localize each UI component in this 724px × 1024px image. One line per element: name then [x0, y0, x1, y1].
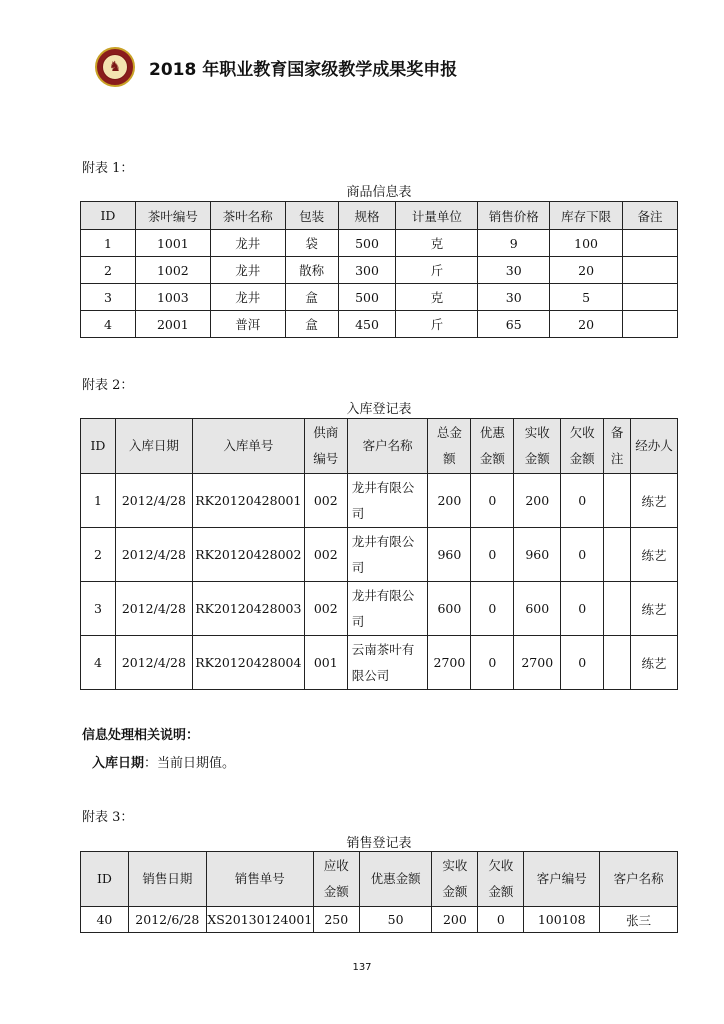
- table-cell: 2012/4/28: [115, 636, 192, 690]
- appendix3-caption: 销售登记表: [346, 836, 412, 851]
- column-header: 规格: [338, 202, 396, 230]
- table-cell: [623, 311, 678, 338]
- appendix2-label: 附表 2：: [82, 378, 134, 393]
- table-cell: 斤: [396, 257, 478, 284]
- table-cell: 0: [471, 528, 514, 582]
- table-cell: 30: [478, 257, 550, 284]
- table-cell: 100108: [524, 907, 600, 933]
- table-cell: 450: [338, 311, 396, 338]
- table-cell: 练艺: [631, 636, 678, 690]
- table-cell: 200: [428, 474, 471, 528]
- table-cell: 0: [561, 528, 604, 582]
- notes-item-text: ：当前日期值。: [144, 756, 236, 771]
- column-header: 入库日期: [115, 419, 192, 474]
- table-cell: 0: [478, 907, 524, 933]
- column-header: 库存下限: [550, 202, 623, 230]
- table-cell: 0: [471, 582, 514, 636]
- table-cell: 龙井: [210, 284, 285, 311]
- table-row: [81, 474, 678, 528]
- column-header: 客户名称: [347, 419, 428, 474]
- table-cell: 0: [471, 474, 514, 528]
- table-row: [81, 907, 678, 933]
- table-cell: 0: [561, 474, 604, 528]
- column-header: 优惠金额: [359, 852, 432, 907]
- table-cell: [623, 284, 678, 311]
- column-header: 应收金额: [313, 852, 359, 907]
- column-header: 销售价格: [478, 202, 550, 230]
- appendix3-label: 附表 3：: [82, 810, 134, 825]
- table-cell: [623, 257, 678, 284]
- table-cell: 盒: [285, 284, 338, 311]
- table-cell: 002: [304, 582, 347, 636]
- table-cell: 002: [304, 474, 347, 528]
- column-header: 欠收金额: [561, 419, 604, 474]
- table-cell: 普洱: [210, 311, 285, 338]
- table-cell: [604, 636, 631, 690]
- table-cell: 龙井: [210, 257, 285, 284]
- table-cell: 1: [81, 474, 116, 528]
- column-header: 销售单号: [206, 852, 313, 907]
- sales-table: [80, 851, 678, 933]
- table-cell: 1001: [135, 230, 210, 257]
- column-header: 实收金额: [432, 852, 478, 907]
- notes-item-label: 入库日期: [92, 756, 145, 771]
- header-title: 2018 年职业教育国家级教学成果奖申报: [149, 59, 458, 80]
- table-cell: 斤: [396, 311, 478, 338]
- table-cell: 2700: [514, 636, 561, 690]
- table-cell: 1: [81, 230, 136, 257]
- column-header: 备注: [623, 202, 678, 230]
- column-header: 销售日期: [128, 852, 206, 907]
- table-cell: 9: [478, 230, 550, 257]
- table-row: [81, 230, 678, 257]
- table-cell: 3: [81, 284, 136, 311]
- table-cell: 4: [81, 636, 116, 690]
- table-cell: XS20130124001: [206, 907, 313, 933]
- column-header: 客户编号: [524, 852, 600, 907]
- table-cell: 600: [514, 582, 561, 636]
- table-cell: 2: [81, 528, 116, 582]
- table-cell: RK20120428004: [192, 636, 304, 690]
- column-header: 客户名称: [600, 852, 678, 907]
- table-cell: 2: [81, 257, 136, 284]
- table-cell: 30: [478, 284, 550, 311]
- table-cell: 500: [338, 230, 396, 257]
- table-cell: 盒: [285, 311, 338, 338]
- table-cell: 云南茶叶有限公司: [347, 636, 428, 690]
- column-header: 供商编号: [304, 419, 347, 474]
- table-cell: 2012/4/28: [115, 528, 192, 582]
- table-cell: 960: [428, 528, 471, 582]
- table-cell: 200: [432, 907, 478, 933]
- table-cell: 40: [81, 907, 129, 933]
- table-cell: 练艺: [631, 582, 678, 636]
- table-cell: 0: [561, 582, 604, 636]
- table-cell: 龙井有限公司: [347, 582, 428, 636]
- table-cell: [623, 230, 678, 257]
- table-cell: RK20120428001: [192, 474, 304, 528]
- column-header: 备注: [604, 419, 631, 474]
- column-header: ID: [81, 202, 136, 230]
- column-header: ID: [81, 852, 129, 907]
- table-cell: [604, 582, 631, 636]
- table-cell: 克: [396, 284, 478, 311]
- table-cell: 2012/4/28: [115, 474, 192, 528]
- table-cell: 300: [338, 257, 396, 284]
- table-cell: 0: [471, 636, 514, 690]
- table-cell: 20: [550, 257, 623, 284]
- table-cell: 65: [478, 311, 550, 338]
- product-info-table: [80, 201, 678, 338]
- column-header: 茶叶编号: [135, 202, 210, 230]
- table-cell: 袋: [285, 230, 338, 257]
- table-cell: 5: [550, 284, 623, 311]
- table-cell: RK20120428002: [192, 528, 304, 582]
- table-cell: 100: [550, 230, 623, 257]
- table-row: [81, 528, 678, 582]
- column-header: 经办人: [631, 419, 678, 474]
- table-cell: 600: [428, 582, 471, 636]
- table-cell: 200: [514, 474, 561, 528]
- table-cell: 1003: [135, 284, 210, 311]
- page-number: 137: [352, 962, 372, 973]
- table-cell: 500: [338, 284, 396, 311]
- column-header: 入库单号: [192, 419, 304, 474]
- column-header: ID: [81, 419, 116, 474]
- column-header: 包装: [285, 202, 338, 230]
- table-cell: [604, 528, 631, 582]
- table-cell: 龙井: [210, 230, 285, 257]
- column-header: 实收金额: [514, 419, 561, 474]
- column-header: 总金额: [428, 419, 471, 474]
- table-cell: 2001: [135, 311, 210, 338]
- table-row: [81, 582, 678, 636]
- table-cell: [604, 474, 631, 528]
- table-cell: 练艺: [631, 528, 678, 582]
- table-cell: 960: [514, 528, 561, 582]
- stock-in-table: [80, 418, 678, 690]
- table-cell: 克: [396, 230, 478, 257]
- table-row: [81, 284, 678, 311]
- table-cell: 张三: [600, 907, 678, 933]
- column-header: 欠收金额: [478, 852, 524, 907]
- column-header: 茶叶名称: [210, 202, 285, 230]
- table-cell: 001: [304, 636, 347, 690]
- table-cell: 1002: [135, 257, 210, 284]
- table-cell: 2012/6/28: [128, 907, 206, 933]
- notes-item: [92, 752, 235, 771]
- table-cell: 250: [313, 907, 359, 933]
- column-header: 优惠金额: [471, 419, 514, 474]
- table-cell: 002: [304, 528, 347, 582]
- table-cell: RK20120428003: [192, 582, 304, 636]
- appendix1-caption: 商品信息表: [346, 185, 412, 200]
- table-cell: 50: [359, 907, 432, 933]
- table-cell: 2700: [428, 636, 471, 690]
- table-row: [81, 636, 678, 690]
- table-cell: 龙井有限公司: [347, 474, 428, 528]
- appendix1-label: 附表 1：: [82, 161, 134, 176]
- table-cell: 2012/4/28: [115, 582, 192, 636]
- table-row: [81, 257, 678, 284]
- table-cell: 龙井有限公司: [347, 528, 428, 582]
- column-header: 计量单位: [396, 202, 478, 230]
- notes-title: 信息处理相关说明：: [82, 728, 200, 743]
- page-header: [95, 46, 457, 88]
- table-cell: 0: [561, 636, 604, 690]
- table-cell: 练艺: [631, 474, 678, 528]
- table-cell: 20: [550, 311, 623, 338]
- school-logo: [95, 47, 135, 87]
- appendix2-caption: 入库登记表: [346, 402, 412, 417]
- table-cell: 4: [81, 311, 136, 338]
- table-cell: 散称: [285, 257, 338, 284]
- table-row: [81, 311, 678, 338]
- table-cell: 3: [81, 582, 116, 636]
- horse-emblem-icon: ♞: [102, 54, 128, 80]
